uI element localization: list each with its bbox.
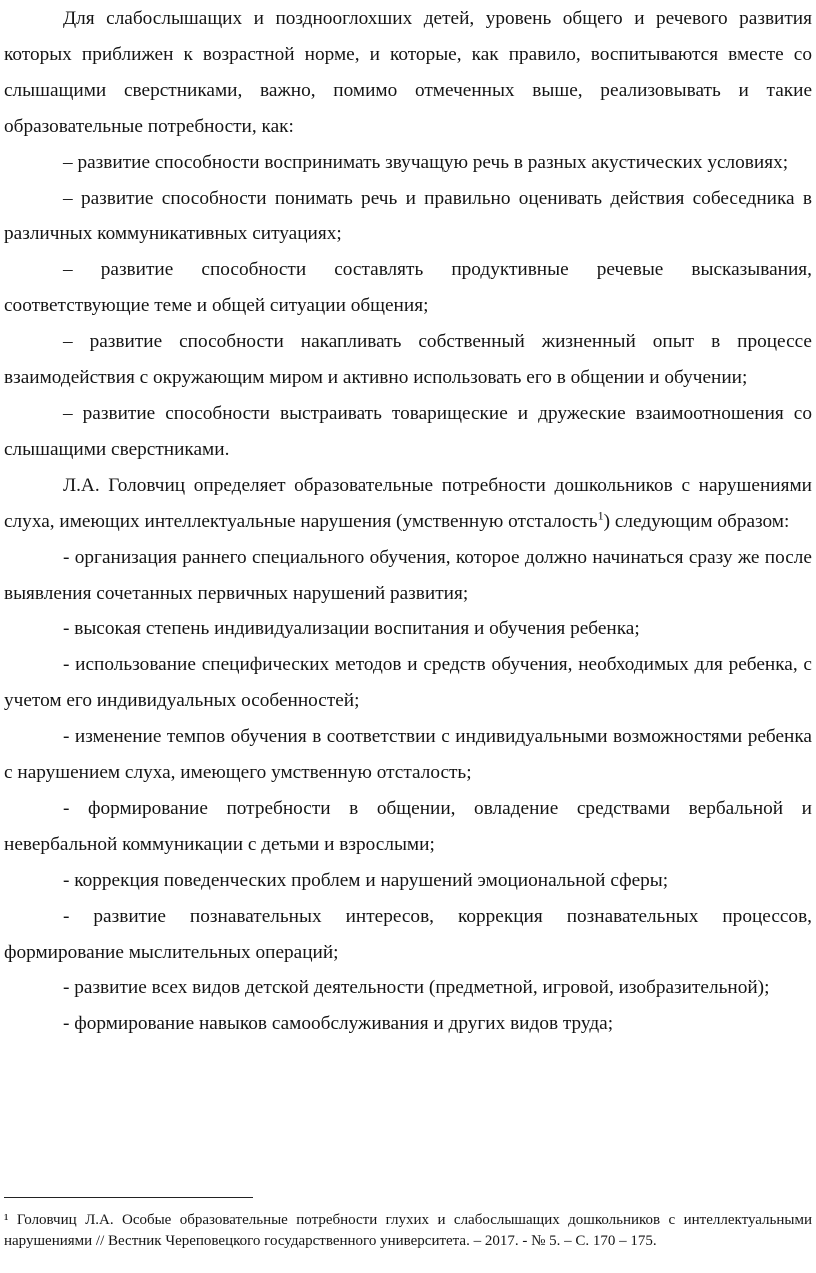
- needs-item: – развитие способности выстраивать товарищеские и дружеские взаимоотношения со слышащими сверстниками.: [4, 402, 812, 460]
- golovchits-paragraph: [4, 468, 812, 540]
- needs-item: – развитие способности воспринимать звучащую речь в разных акустических условиях;: [63, 151, 789, 173]
- footnote-separator: [4, 1197, 253, 1198]
- list-item: - формирование навыков самообслуживания и других видов труда;: [63, 1013, 614, 1035]
- list-item: - организация раннего специального обучения, которое должно начинаться сразу же после выявления сочетанных первичных нарушений развития;: [4, 546, 812, 604]
- golovchits-text-end: ) следующим образом:: [603, 510, 790, 532]
- list-item: - изменение темпов обучения в соответствии с индивидуальными возможностями ребенка с нарушением слуха, имеющего умственную отсталость;: [4, 726, 812, 784]
- needs-item: – развитие способности составлять продуктивные речевые высказывания, соответствующие теме и общей ситуации общения;: [4, 259, 812, 317]
- intro-paragraph: Для слабослышащих и позднооглохших детей, уровень общего и речевого развития которых приближен к возрастной норме, и которые, как правило, воспитываются вместе со слышащими сверстниками, важно, помимо отмеченных выше, реализовывать и такие образовательные потребности, как:: [4, 8, 812, 137]
- golovchits-text: Л.А. Головчиц определяет образовательные потребности дошкольников с нарушениями слуха, имеющих интеллектуальные нарушения (умственную отсталость: [4, 474, 812, 532]
- list-item: - высокая степень индивидуализации воспитания и обучения ребенка;: [63, 618, 640, 640]
- list-item: - развитие всех видов детской деятельности (предметной, игровой, изобразительной);: [63, 977, 770, 999]
- list-item: - использование специфических методов и средств обучения, необходимых для ребенка, с учетом его индивидуальных особенностей;: [4, 654, 812, 712]
- needs-item: – развитие способности накапливать собственный жизненный опыт в процессе взаимодействия с окружающим миром и активно использовать его в общении и обучении;: [4, 331, 812, 389]
- body-text: [4, 1, 812, 1042]
- needs-item: – развитие способности понимать речь и правильно оценивать действия собеседника в различных коммуникативных ситуациях;: [4, 187, 812, 245]
- footnote: ¹ Головчиц Л.А. Особые образовательные потребности глухих и слабослышащих дошкольников с интеллектуальными нарушениями // Вестник Череповецкого государственного университета. – 2017. - № 5. – С. 170 – 175.: [4, 1212, 812, 1249]
- list-item: - коррекция поведенческих проблем и нарушений эмоциональной сферы;: [63, 869, 669, 891]
- footnote-reference[interactable]: 1: [597, 508, 604, 523]
- list-item: - формирование потребности в общении, овладение средствами вербальной и невербальной коммуникации с детьми и взрослыми;: [4, 797, 812, 855]
- list-item: - развитие познавательных интересов, коррекция познавательных процессов, формирование мыслительных операций;: [4, 905, 812, 963]
